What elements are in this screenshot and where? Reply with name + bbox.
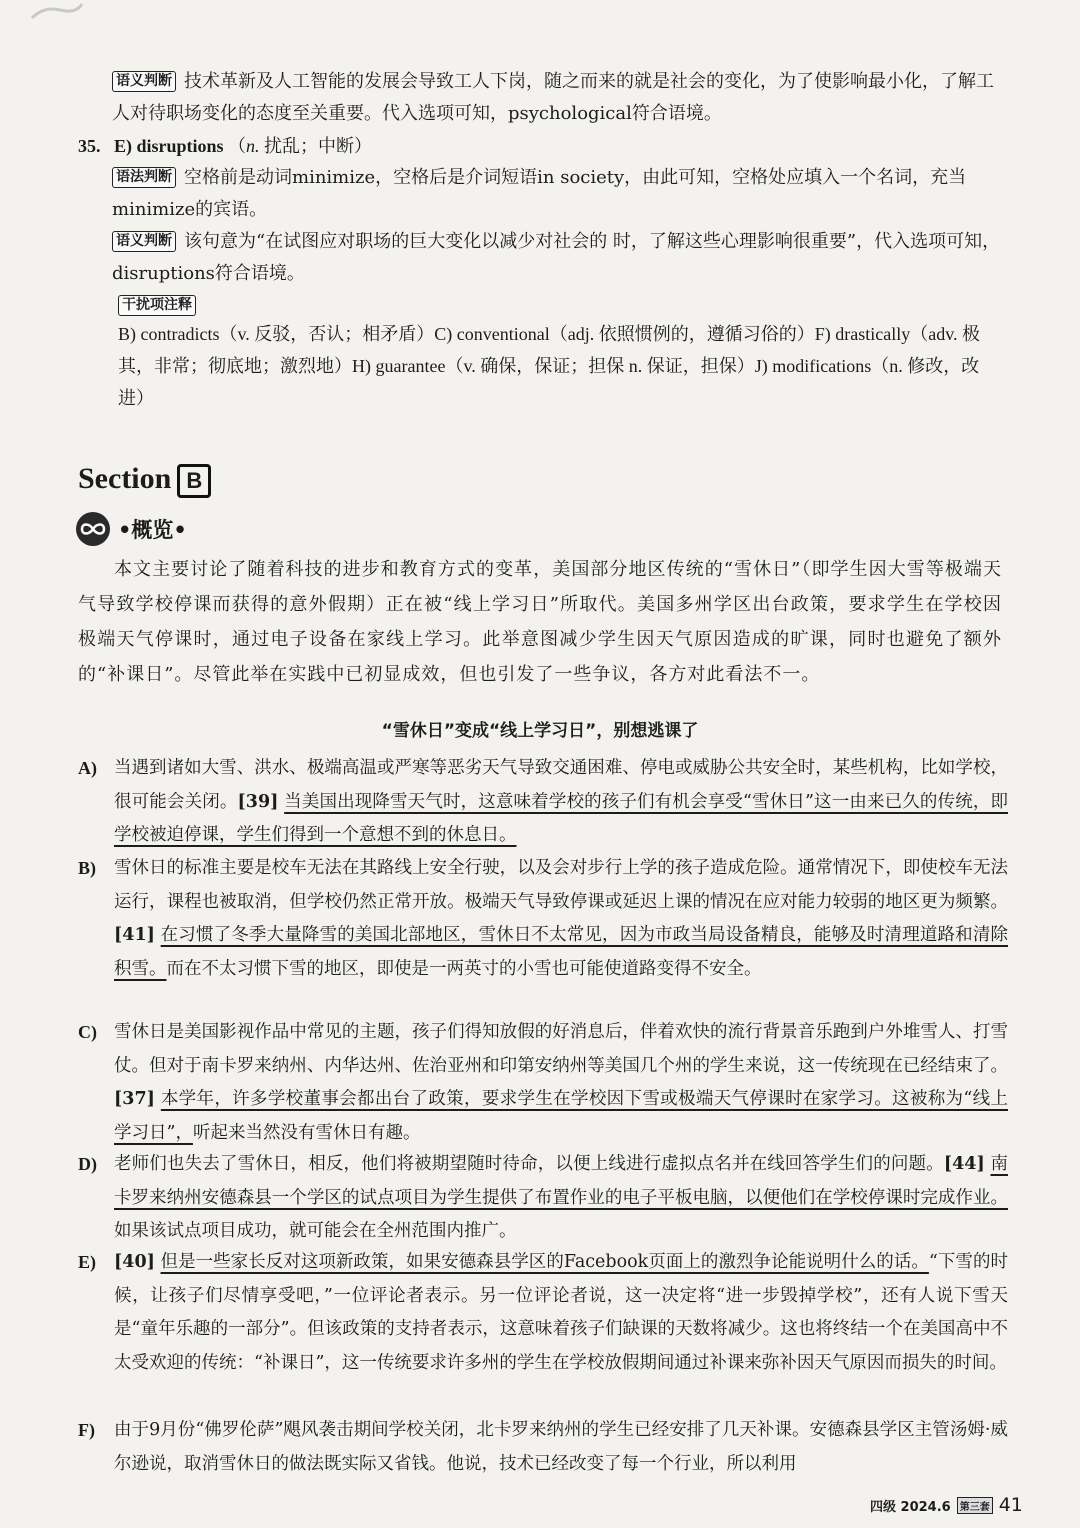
overview-heading <box>76 512 187 546</box>
question-ref: [40] <box>114 1252 155 1272</box>
top-semantic-paragraph <box>112 66 1002 130</box>
semantic-tag-35: 语义判断 <box>112 231 176 252</box>
paragraph-text: 由于9月份“佛罗伦萨”飓风袭击期间学校关闭，北卡罗来纳州的学生已经安排了几天补课。安德森县学区主管汤姆·威尔逊说，取消雪休日的做法既实际又省钱。他说，技术已经改变了每一个行业，所以利用 <box>114 1420 1008 1474</box>
distractor-tag: 干扰项注释 <box>118 295 196 316</box>
underlined-text: 当美国出现降雪天气时，这意味着学校的孩子们有机会享受“雪休日”这一由来已久的传统，即学校被迫停课，学生们得到一个意想不到的休息日。 <box>114 791 1008 845</box>
paragraph-text: 雪休日是美国影视作品中常见的主题，孩子们得知放假的好消息后，伴着欢快的流行背景音乐跑到户外堆雪人、打雪仗。但对于南卡罗来纳州、内华达州、佐治亚州和印第安纳州等美国几个州的学生来说，这一传统现在已经结束了。 <box>114 1022 1008 1076</box>
question-ref: [41] <box>114 925 155 945</box>
paragraph-e <box>78 1246 1008 1380</box>
grammar-text: 空格前是动词minimize，空格后是介词短语in society，由此可知，空格处应填入一个名词，充当minimize的宾语。 <box>112 167 967 220</box>
overview-text: 本文主要讨论了随着科技的进步和教育方式的变革，美国部分地区传统的“雪休日”（即学生因大雪等极端天气导致学校停课而获得的意外假期）正在被“线上学习日”所取代。美国多州学区出台政策，要求学生在学校因极端天气停课时，通过电子设备在家线上学习。此举意图减少学生因天气原因造成的旷课，同时也避免了额外的“补课日”。尽管此举在实践中已初显成效，但也引发了一些争议，各方对此看法不一。 <box>78 559 1002 685</box>
semantic-judgement <box>112 226 1004 290</box>
grammar-tag: 语法判断 <box>112 167 176 188</box>
infinity-icon <box>76 512 110 546</box>
footer-set: 第三套 <box>957 1497 993 1514</box>
underlined-text: 在习惯了冬季大量降雪的美国北部地区，雪休日不太常见，因为市政当局设备精良，能够及时清理道路和清除积雪。 <box>114 925 1008 979</box>
top-semantic-text: 技术革新及人工智能的发展会导致工人下岗，随之而来的就是社会的变化，为了使影响最小化，了解工人对待职场变化的态度至关重要。代入选项可知，psychological符合语境。 <box>112 71 994 124</box>
question-answer: E) disruptions <box>114 136 224 156</box>
scan-mark <box>30 0 90 30</box>
paragraph-d <box>78 1148 1008 1249</box>
paragraph-label: E) <box>78 1252 96 1272</box>
paragraph-label: B) <box>78 858 96 878</box>
paragraph-text-post: 而在不太习惯下雪的地区，即使是一两英寸的小雪也可能使道路变得不安全。 <box>166 958 762 979</box>
paragraph-b <box>78 852 1008 986</box>
paragraph-label: C) <box>78 1022 97 1042</box>
paragraph-text-post: “下雪的时候，让孩子们尽情享受吧，”一位评论者表示。另一位评论者说，这一决定将“进一步毁掉学校”，还有人说下雪天是“童年乐趣的一部分”。但该政策的支持者表示，这意味着孩子们缺课的天数将减少。这也将终结一个在美国高中不太受欢迎的传统：“补课日”，这一传统要求许多州的学生在学校放假期间通过补课来弥补因天气原因而损失的时间。 <box>114 1252 1008 1373</box>
section-heading <box>78 462 211 496</box>
semantic-tag: 语义判断 <box>112 71 176 92</box>
paragraph-c <box>78 1016 1008 1150</box>
section-letter: B <box>177 464 211 498</box>
section-title: Section <box>78 462 172 495</box>
article-title: “雪休日”变成“线上学习日”，别想逃课了 <box>381 721 699 741</box>
paragraph-text-post: 如果该试点项目成功，就可能会在全州范围内推广。 <box>114 1221 517 1241</box>
underlined-text: 本学年，许多学校董事会都出台了政策，要求学生在学校因下雪或极端天气停课时在家学习。这被称为“线上学习日”， <box>114 1089 1008 1143</box>
answer-meaning: 扰乱；中断 <box>264 136 355 156</box>
paragraph-label: D) <box>78 1154 97 1174</box>
distractor-notes <box>118 318 1002 414</box>
paragraph-text: 老师们也失去了雪休日，相反，他们将被期望随时待命，以便上线进行虚拟点名并在线回答学生们的问题。 <box>114 1154 944 1174</box>
footer-series: 四级 2024.6 <box>870 1499 951 1515</box>
question-ref: [39] <box>237 791 279 812</box>
paragraph-text: 当遇到诸如大雪、洪水、极端高温或严寒等恶劣天气导致交通困难、停电或威胁公共安全时，某些机构，比如学校，很可能会关闭。 <box>114 758 1008 812</box>
semantic-text-35: 该句意为“在试图应对职场的巨大变化以减少对社会的 时，了解这些心理影响很重要”，代入选项可知，disruptions符合语境。 <box>112 231 1001 284</box>
part-of-speech: n. <box>246 136 260 156</box>
page-number: 41 <box>998 1494 1023 1516</box>
underlined-text: 南卡罗来纳州安德森县一个学区的试点项目为学生提供了布置作业的电子平板电脑，以便他们在学校停课时完成作业。 <box>114 1154 1008 1208</box>
overview-label: •概览• <box>118 518 187 542</box>
paragraph-text-post: 听起来当然没有雪休日有趣。 <box>192 1122 421 1143</box>
question-ref: [37] <box>114 1089 155 1109</box>
paragraph-text: 雪休日的标准主要是校车无法在其路线上安全行驶，以及会对步行上学的孩子造成危险。通常情况下，即使校车无法运行，课程也被取消，但学校仍然正常开放。极端天气导致停课或延迟上课的情况在应对能力较弱的地区更为频繁。 <box>114 858 1008 912</box>
page-footer <box>870 1494 1023 1516</box>
distractor-text: B) contradicts（v. 反驳，否认；相矛盾）C) conventional（adj. 依照惯例的，遵循习俗的）F) drastically（adv. 极其，非常；彻底地；激烈地）H) guarantee（v. 确保，保证；担保 n. 保证，担保）J) modifications（n. 修改，改进） <box>118 324 981 408</box>
question-ref: [44] <box>943 1154 985 1174</box>
paragraph-a <box>78 752 1008 853</box>
paragraph-f <box>78 1414 1008 1481</box>
grammar-judgement <box>112 162 1004 226</box>
paragraph-label: F) <box>78 1420 95 1440</box>
paragraph-label: A) <box>78 758 97 778</box>
question-35-header: 35. E) disruptions （n. 扰乱；中断） <box>78 130 998 162</box>
underlined-text: 但是一些家长反对这项新政策，如果安德森县学区的Facebook页面上的激烈争论能说明什么的话。 <box>160 1252 929 1272</box>
question-number: 35. <box>78 136 101 156</box>
